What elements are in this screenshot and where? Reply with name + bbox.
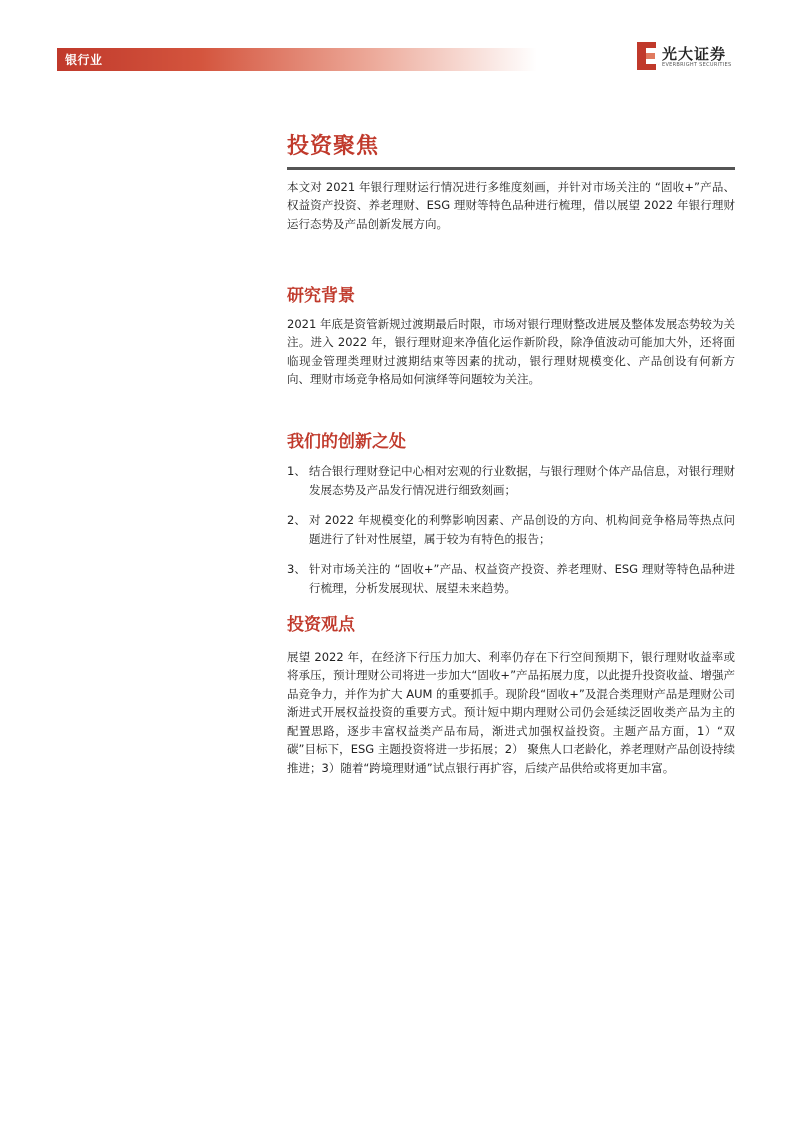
- header-band: [57, 48, 537, 71]
- everbright-logo-icon: [636, 41, 658, 71]
- section-title-background: 研究背景: [287, 286, 355, 306]
- title-divider: [287, 167, 735, 170]
- list-item: [287, 560, 735, 598]
- list-item-text: 针对市场关注的 “固收+”产品、权益资产投资、养老理财、ESG 理财等特色品种进行梳理，分析发展现状、展望未来趋势。: [309, 562, 735, 595]
- logo-chinese-name: 光大证券: [662, 45, 727, 63]
- view-paragraph: 展望 2022 年，在经济下行压力加大、利率仍存在下行空间预期下，银行理财收益率或将承压，预计理财公司将进一步加大“固收+”产品拓展力度，以此提升投资收益、增强产品竞争力，并作为扩大 AUM 的重要抓手。现阶段“固收+”及混合类理财产品是理财公司渐进式开展权益投资的重要方式。预计短中期内理财公司仍会延续泛固收类产品为主的配置思路，逐步丰富权益类产品布局，渐进式加强权益投资。主题产品方面，1）“双碳”目标下，ESG 主题投资将进一步拓展；2） 聚焦人口老龄化，养老理财产品创设持续推进；3）随着“跨境理财通”试点银行再扩容，后续产品供给或将更加丰富。: [287, 649, 735, 775]
- section-title-view: 投资观点: [287, 615, 355, 635]
- list-item-text: 结合银行理财登记中心相对宏观的行业数据，与银行理财个体产品信息，对银行理财发展态势及产品发行情况进行细致刻画；: [309, 464, 735, 497]
- list-item: [287, 462, 735, 500]
- list-item-number: 1、: [287, 464, 306, 478]
- list-item-number: 2、: [287, 513, 306, 527]
- intro-paragraph: 本文对 2021 年银行理财运行情况进行多维度刻画，并针对市场关注的 “固收+”产品、权益资产投资、养老理财、ESG 理财等特色品种进行梳理，借以展望 2022 年银行理财运行态势及产品创新发展方向。: [287, 179, 735, 231]
- section-title-innovation: 我们的创新之处: [287, 432, 406, 452]
- list-item: [287, 511, 735, 549]
- list-item-number: 3、: [287, 562, 306, 576]
- innovation-list: [287, 462, 735, 609]
- logo-english-name: EVERBRIGHT SECURITIES: [662, 62, 732, 68]
- list-item-text: 对 2022 年规模变化的利弊影响因素、产品创设的方向、机构间竞争格局等热点问题进行了针对性展望，属于较为有特色的报告；: [309, 513, 735, 546]
- industry-label: 银行业: [65, 53, 103, 67]
- page-title: 投资聚焦: [287, 134, 380, 159]
- background-paragraph: 2021 年底是资管新规过渡期最后时限，市场对银行理财整改进展及整体发展态势较为关注。进入 2022 年，银行理财迎来净值化运作新阶段，除净值波动可能加大外，还将面临现金管理类理财过渡期结束等因素的扰动，银行理财规模变化、产品创设有何新方向、理财市场竞争格局如何演绎等问题较为关注。: [287, 316, 735, 386]
- company-logo: [636, 40, 736, 74]
